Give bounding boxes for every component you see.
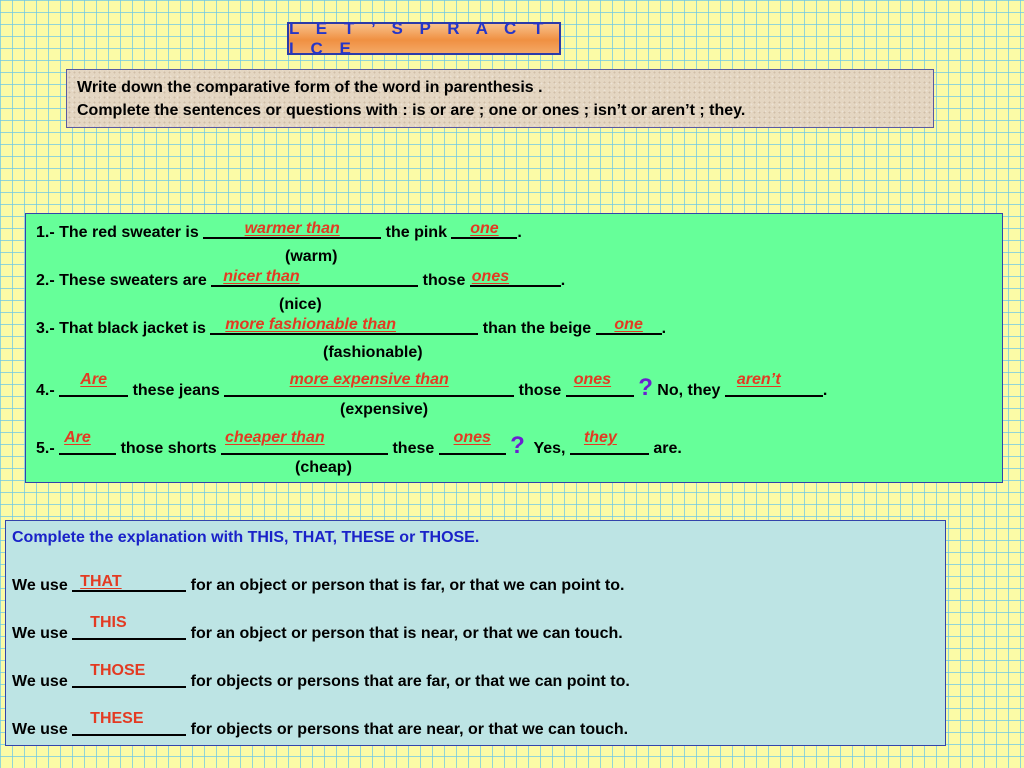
- explanation-text: for an object or person that is far, or that we can point to.: [186, 577, 625, 594]
- sentence-text: 2.- These sweaters are: [36, 272, 212, 289]
- word-hint: (cheap): [295, 459, 352, 476]
- sentence-text: .: [560, 272, 566, 289]
- answer-blank: [72, 573, 186, 590]
- answer-text: Are: [64, 429, 91, 446]
- answer-blank: [570, 429, 649, 453]
- answer-blank: [203, 220, 381, 237]
- answer-text: Are: [80, 371, 107, 388]
- sentence-text: 3.- That black jacket is: [36, 320, 211, 337]
- exercise-sentence-1: [36, 220, 522, 242]
- answer-text: THESE: [90, 710, 144, 727]
- answer-blank: [596, 316, 662, 333]
- sentence-text: Yes,: [529, 440, 570, 457]
- answer-blank: [566, 371, 634, 395]
- answer-text: one: [614, 316, 643, 333]
- explanation-heading: Complete the explanation with THIS, THAT, THESE or THOSE.: [12, 529, 480, 546]
- instruction-line-1: Write down the comparative form of the word in parenthesis .: [77, 79, 543, 96]
- explanation-text: for objects or persons that are near, or that we can touch.: [186, 721, 629, 738]
- sentence-text: 1.- The red sweater is: [36, 224, 204, 241]
- answer-blank: [59, 371, 128, 395]
- sentence-text: the pink: [381, 224, 452, 241]
- answer-blank: [221, 429, 388, 453]
- sentence-text: 4.-: [36, 382, 60, 399]
- question-mark: ?: [510, 432, 525, 459]
- word-hint: (warm): [285, 248, 338, 265]
- explanation-line-4: [12, 710, 629, 739]
- answer-text: one: [470, 220, 499, 237]
- explanation-text: for an object or person that is near, or that we can touch.: [186, 625, 623, 642]
- answer-blank: [211, 268, 418, 285]
- explanation-line-3: [12, 662, 630, 691]
- exercise-sentence-3: [36, 316, 667, 338]
- answer-blank: [72, 710, 186, 734]
- sentence-text: .: [517, 224, 522, 241]
- answer-text: THAT: [80, 573, 122, 590]
- answer-text: THOSE: [90, 662, 146, 679]
- title-banner: [287, 18, 561, 58]
- answer-text: more expensive than: [289, 371, 449, 388]
- word-hint: (nice): [279, 296, 322, 313]
- explanation-text: We use: [12, 721, 73, 738]
- explanation-line-1: [12, 573, 625, 595]
- sentence-text: No, they: [652, 382, 725, 399]
- answer-blank: [725, 371, 823, 395]
- answer-text: more fashionable than: [225, 316, 396, 333]
- answer-blank: [72, 614, 186, 638]
- explanation-line-2: [12, 614, 623, 643]
- sentence-text: those: [514, 382, 566, 399]
- exercise-sentence-5: [36, 429, 682, 460]
- sentence-text: these: [388, 440, 439, 457]
- explanation-box: [5, 520, 946, 746]
- answer-text: nicer than: [223, 268, 300, 285]
- explanation-text: We use: [12, 625, 73, 642]
- question-mark: ?: [638, 374, 653, 401]
- exercise-sentence-2: [36, 268, 566, 290]
- answer-text: aren’t: [736, 371, 781, 388]
- sentence-text: than the beige: [478, 320, 596, 337]
- sentence-text: are.: [648, 440, 682, 457]
- word-hint: (fashionable): [323, 344, 423, 361]
- explanation-text: We use: [12, 577, 73, 594]
- answer-text: warmer than: [244, 220, 340, 237]
- answer-blank: [59, 429, 116, 453]
- sentence-text: 5.-: [36, 440, 60, 457]
- sentence-text: .: [661, 320, 667, 337]
- answer-blank: [72, 662, 186, 686]
- instructions-box: [66, 69, 934, 128]
- answer-text: ones: [573, 371, 612, 388]
- answer-text: they: [583, 429, 617, 446]
- explanation-text: for objects or persons that are far, or that we can point to.: [186, 673, 630, 690]
- exercise-box: [25, 213, 1003, 483]
- sentence-text: .: [822, 382, 828, 399]
- instruction-line-2: Complete the sentences or questions with : is or are ; one or ones ; isn’t or aren’t ; they.: [77, 102, 746, 119]
- answer-blank: [439, 429, 506, 453]
- answer-text: THIS: [90, 614, 127, 631]
- answer-blank: [451, 220, 517, 237]
- answer-blank: [470, 268, 561, 285]
- sentence-text: those shorts: [116, 440, 222, 457]
- answer-text: cheaper than: [225, 429, 325, 446]
- explanation-text: We use: [12, 673, 73, 690]
- answer-text: ones: [453, 429, 491, 446]
- page-title: L E T ’ S P R A C T I C E: [289, 18, 550, 58]
- word-hint: (expensive): [340, 401, 429, 418]
- sentence-text: those: [418, 272, 470, 289]
- answer-text: ones: [471, 268, 510, 285]
- answer-blank: [224, 371, 514, 395]
- answer-blank: [210, 316, 478, 333]
- exercise-sentence-4: [36, 371, 828, 402]
- sentence-text: these jeans: [128, 382, 225, 399]
